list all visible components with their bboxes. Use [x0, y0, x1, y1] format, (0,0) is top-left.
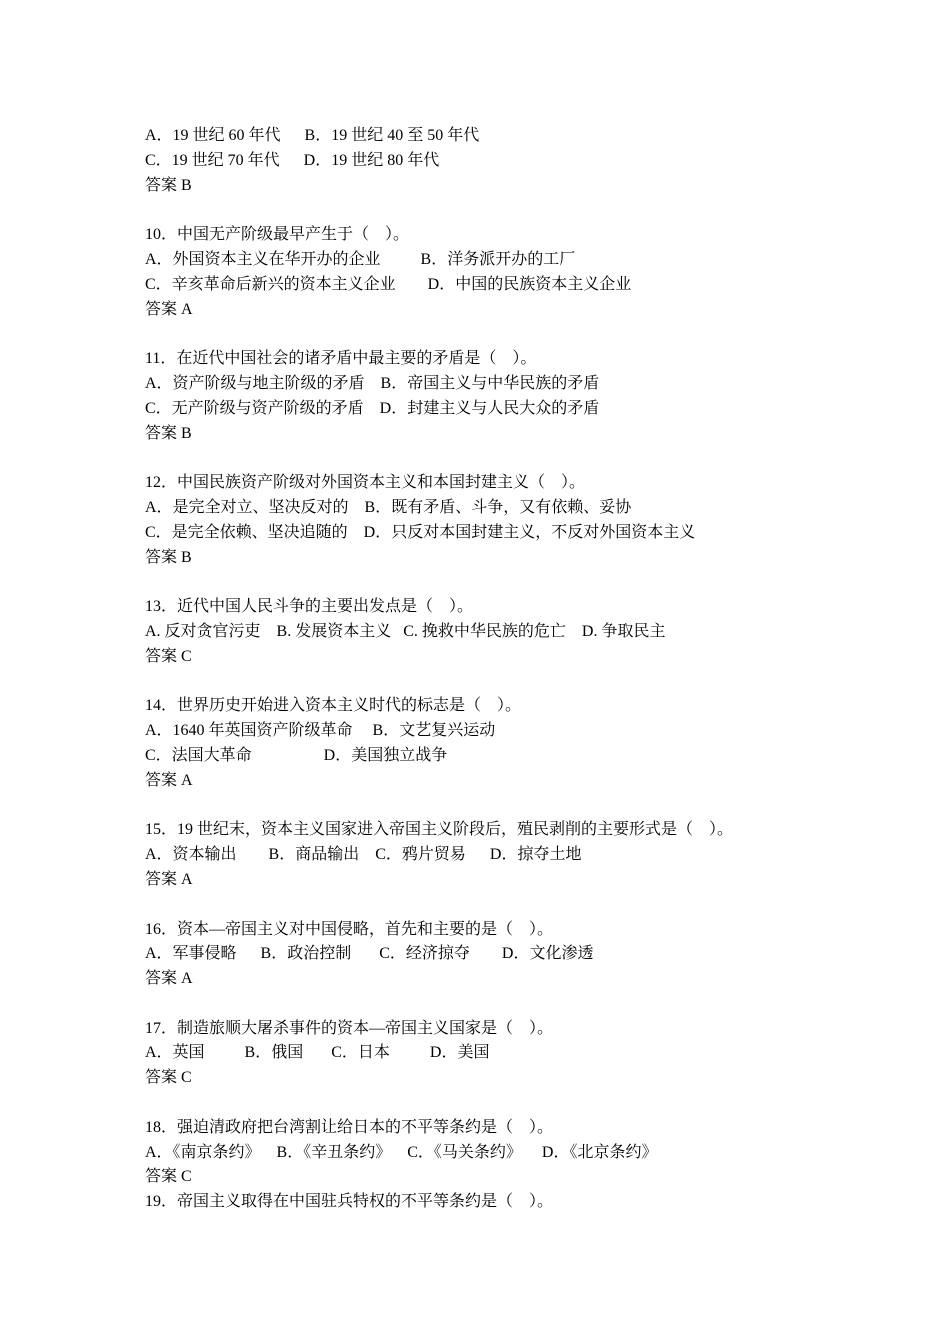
answer-line: 答案 B: [145, 176, 192, 194]
answer-line: 答案 C: [145, 1168, 192, 1186]
blank-line: [145, 570, 905, 595]
blank-line: [145, 446, 905, 471]
question-line: 18．强迫清政府把台湾割让给日本的不平等条约是（ ）。: [145, 1118, 554, 1136]
blank-line: [145, 794, 905, 819]
answer-line: 答案 A: [145, 970, 193, 988]
option-line: C．法国大革命 D．美国独立战争: [145, 746, 448, 764]
option-line: C．辛亥革命后新兴的资本主义企业 D．中国的民族资本主义企业: [145, 275, 632, 293]
option-line: A．资本输出 B．商品输出 C．鸦片贸易 D．掠夺土地: [145, 846, 582, 864]
question-line: 19．帝国主义取得在中国驻兵特权的不平等条约是（ ）。: [145, 1193, 554, 1211]
blank-line: [145, 992, 905, 1017]
answer-line: 答案 A: [145, 771, 193, 789]
option-line: A．19 世纪 60 年代 B．19 世纪 40 至 50 年代: [145, 127, 480, 144]
option-line: A. 反对贪官污吏 B. 发展资本主义 C. 挽救中华民族的危亡 D. 争取民主: [145, 622, 666, 640]
answer-line: 答案 C: [145, 1069, 192, 1087]
blank-line: [145, 893, 905, 918]
question-line: 15．19 世纪末，资本主义国家进入帝国主义阶段后，殖民剥削的主要形式是（ ）。: [145, 821, 734, 839]
question-line: 17．制造旅顺大屠杀事件的资本—帝国主义国家是（ ）。: [145, 1019, 554, 1037]
option-line: A．军事侵略 B．政治控制 C．经济掠夺 D．文化渗透: [145, 945, 594, 963]
option-line: C．是完全依赖、坚决追随的 D．只反对本国封建主义，不反对外国资本主义: [145, 523, 696, 541]
answer-line: 答案 B: [145, 424, 192, 442]
option-line: A．英国 B．俄国 C．日本 D．美国: [145, 1044, 490, 1062]
question-line: 13．近代中国人民斗争的主要出发点是（ ）。: [145, 598, 474, 616]
question-line: 14．世界历史开始进入资本主义时代的标志是（ ）。: [145, 697, 522, 715]
option-line: A．外国资本主义在华开办的企业 B．洋务派开办的工厂: [145, 250, 576, 268]
question-line: 16．资本—帝国主义对中国侵略，首先和主要的是（ ）。: [145, 920, 554, 938]
question-line: 11．在近代中国社会的诸矛盾中最主要的矛盾是（ ）。: [145, 350, 537, 368]
answer-line: 答案 B: [145, 548, 192, 566]
option-line: A．1640 年英国资产阶级革命 B．文艺复兴运动: [145, 722, 496, 740]
answer-line: 答案 A: [145, 300, 193, 318]
option-line: A．《南京条约》 B．《辛丑条约》 C．《马关条约》 D．《北京条约》: [145, 1143, 658, 1161]
option-line: C．19 世纪 70 年代 D．19 世纪 80 年代: [145, 151, 440, 169]
blank-line: [145, 198, 905, 223]
question-line: 12．中国民族资产阶级对外国资本主义和本国封建主义（ ）。: [145, 474, 586, 492]
option-line: A．资产阶级与地主阶级的矛盾 B．帝国主义与中华民族的矛盾: [145, 374, 600, 392]
answer-line: 答案 A: [145, 870, 193, 888]
option-line: A．是完全对立、坚决反对的 B．既有矛盾、斗争，又有依赖、妥协: [145, 498, 632, 516]
blank-line: [145, 1091, 905, 1116]
question-line: 10．中国无产阶级最早产生于（ ）。: [145, 226, 410, 244]
blank-line: [145, 670, 905, 695]
blank-line: [145, 322, 905, 347]
document-page: [145, 124, 905, 1215]
option-line: C．无产阶级与资产阶级的矛盾 D．封建主义与人民大众的矛盾: [145, 399, 600, 417]
answer-line: 答案 C: [145, 647, 192, 665]
